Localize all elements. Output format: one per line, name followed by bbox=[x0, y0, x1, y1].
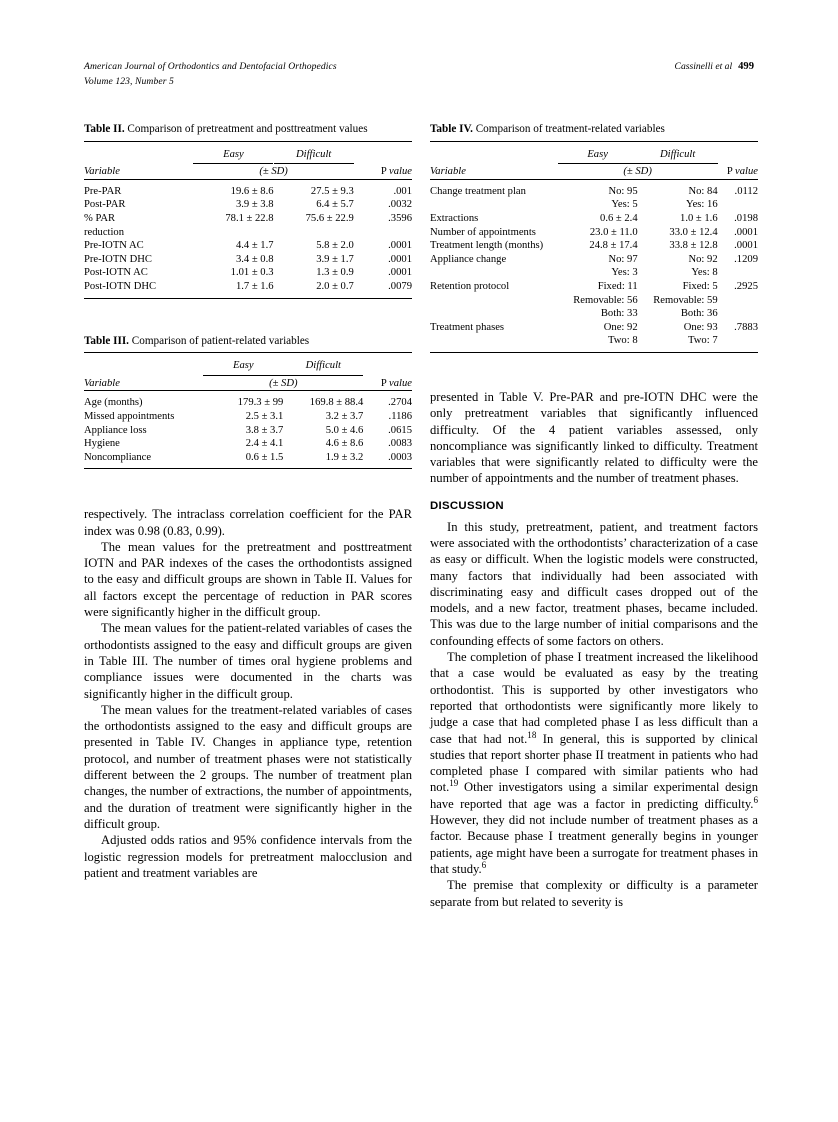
row-difficult-value: 1.3 ± 0.9 bbox=[316, 267, 354, 279]
table-4-header-sd: (± SD) bbox=[623, 166, 652, 178]
table-row bbox=[84, 212, 412, 226]
row-easy-value: 78.1 ± 22.8 bbox=[225, 212, 274, 224]
table-row bbox=[84, 396, 412, 410]
row-p-value: .1186 bbox=[388, 410, 412, 422]
table-3-number: Table III. bbox=[84, 334, 129, 347]
paragraph: The mean values for the treatment-related variables of cases the orthodontists assigned to the easy and difficult groups are presented in Table IV. Changes in appliance type, retention protocol, and number of treatment phases were not statistically different between the 2 groups. The number of treatment plan changes, the number of extractions, the number of appointments, and the duration of treatment were significantly higher in the difficult group. bbox=[84, 702, 412, 831]
paragraph: The mean values for the patient-related variables of cases the orthodontists assigned to the easy and difficult groups are given in Table III. The number of times oral hygiene problems and compliance issues were documented in the charts was significantly higher in the difficult group. bbox=[84, 621, 412, 701]
row-easy-value: One: 92 bbox=[603, 321, 638, 333]
paragraph-premise-complexity: The premise that complexity or difficulty is a parameter separate from but related to severity is bbox=[430, 878, 758, 909]
row-variable: Pre-PAR bbox=[84, 185, 122, 197]
row-difficult-value: 2.0 ± 0.7 bbox=[316, 280, 354, 292]
row-difficult-value: 33.0 ± 12.4 bbox=[669, 226, 718, 238]
row-variable: Retention protocol bbox=[430, 280, 510, 292]
row-variable: Noncompliance bbox=[84, 451, 152, 463]
row-p-value: .001 bbox=[393, 185, 412, 197]
row-p-value: .0001 bbox=[388, 240, 412, 252]
table-row bbox=[430, 198, 758, 212]
table-2-bottom-rule bbox=[84, 297, 412, 299]
row-difficult-value: 3.2 ± 3.7 bbox=[325, 410, 364, 422]
row-easy-value: Yes: 5 bbox=[611, 199, 638, 211]
table-2-header-pvalue: P value bbox=[380, 166, 412, 178]
table-row bbox=[84, 266, 412, 280]
table-4-block bbox=[430, 122, 758, 353]
row-p-value: .0083 bbox=[388, 438, 412, 450]
row-variable: Change treatment plan bbox=[430, 185, 526, 197]
table-2-group-header bbox=[84, 148, 412, 166]
paragraph-table-v-results: presented in Table V. Pre-PAR and pre-IOTN DHC were the only pretreatment variables that significantly influenced difficulty. Of the 4 patient variables assessed, only noncompliance was significantly linked to difficulty. Treatment variables that were significantly related to difficulty were the number of appointments and the number of treatment phases. bbox=[430, 389, 758, 486]
table-4 bbox=[430, 141, 758, 353]
authors-line: Cassinelli et al bbox=[674, 61, 733, 72]
row-p-value: .1209 bbox=[734, 253, 758, 265]
row-variable: reduction bbox=[84, 226, 125, 238]
row-easy-value: Yes: 3 bbox=[611, 267, 638, 279]
row-variable: Pre-IOTN DHC bbox=[84, 253, 152, 265]
row-difficult-value: 1.9 ± 3.2 bbox=[325, 451, 364, 463]
row-easy-value: 4.4 ± 1.7 bbox=[235, 240, 274, 252]
paragraph: The mean values for the pretreatment and posttreatment IOTN and PAR indexes of the cases the orthodontists assigned to the easy and difficult groups are shown in Table II. Values for all factors except the percentage of reduction in PAR scores were significantly higher in the difficult group. bbox=[84, 539, 412, 620]
table-2-header-difficult: Difficult bbox=[274, 148, 354, 166]
row-difficult-value: Both: 36 bbox=[680, 308, 718, 320]
paragraph: In this study, pretreatment, patient, and treatment factors were associated with the orthodontists’ characterization of a case as easy or difficult. When the logistic models were constructed, many factors that individually had been associated with discriminating easy and difficult cases dropped out of the models, and a new factor, treatment phases, became included. This was due to the large number of initial comparisons and the confounding effects of some factors on others. bbox=[430, 519, 758, 648]
table-row bbox=[84, 437, 412, 451]
row-difficult-value: 27.5 ± 9.3 bbox=[310, 185, 354, 197]
table-row bbox=[84, 185, 412, 199]
row-difficult-value: Yes: 16 bbox=[686, 199, 718, 211]
row-easy-value: Both: 33 bbox=[600, 308, 638, 320]
authors-and-page bbox=[675, 60, 754, 75]
row-variable: Pre-IOTN AC bbox=[84, 240, 144, 252]
row-variable bbox=[430, 307, 558, 321]
row-p-value bbox=[718, 294, 758, 308]
left-column bbox=[84, 122, 412, 881]
table-4-header-difficult: Difficult bbox=[638, 148, 718, 166]
reference-6-b: 6 bbox=[481, 859, 487, 870]
row-p-value: .0198 bbox=[734, 212, 758, 224]
table-row bbox=[84, 239, 412, 253]
table-4-title: Comparison of treatment-related variables bbox=[475, 123, 665, 135]
journal-volume-issue: Volume 123, Number 5 bbox=[84, 75, 174, 87]
row-easy-value: 24.8 ± 17.4 bbox=[589, 240, 638, 252]
table-3-body bbox=[84, 396, 412, 464]
row-easy-value: Two: 8 bbox=[608, 335, 638, 347]
row-difficult-value: 3.9 ± 1.7 bbox=[316, 253, 354, 265]
phase1-part2: In general, this is supported by clinical studies that report shorter phase II treatment in patients who had completed phase I compared with similar patients who had not. bbox=[430, 731, 758, 795]
row-easy-value: 23.0 ± 11.0 bbox=[589, 226, 638, 238]
table-4-header-easy: Easy bbox=[558, 148, 638, 166]
row-difficult-value: No: 92 bbox=[688, 253, 718, 265]
table-row bbox=[84, 226, 412, 240]
reference-19: 19 bbox=[449, 778, 459, 789]
row-variable: Treatment length (months) bbox=[430, 240, 544, 252]
row-variable: Post-PAR bbox=[84, 199, 126, 211]
row-p-value: .3596 bbox=[388, 212, 412, 224]
table-row bbox=[430, 280, 758, 294]
table-row bbox=[84, 253, 412, 267]
row-p-value: .0032 bbox=[388, 199, 412, 211]
row-p-value bbox=[718, 307, 758, 321]
phase1-part3: Other investigators using a similar experimental design have reported that age was a factor in predicting difficulty. bbox=[430, 780, 758, 811]
row-difficult-value bbox=[274, 226, 354, 240]
row-p-value: .7883 bbox=[734, 321, 758, 333]
table-row bbox=[430, 266, 758, 280]
row-variable: Extractions bbox=[430, 212, 479, 224]
table-row bbox=[430, 226, 758, 240]
table-row bbox=[430, 321, 758, 335]
table-3-subheader bbox=[84, 377, 412, 391]
table-2-header-sd: (± SD) bbox=[259, 166, 288, 178]
table-3-caption bbox=[84, 334, 412, 349]
row-easy-value: 1.01 ± 0.3 bbox=[230, 267, 274, 279]
table-row bbox=[430, 239, 758, 253]
row-variable: Appliance change bbox=[430, 253, 507, 265]
table-3-title: Comparison of patient-related variables bbox=[131, 334, 310, 347]
table-2-subheader bbox=[84, 165, 412, 179]
table-row bbox=[430, 212, 758, 226]
row-variable: Treatment phases bbox=[430, 321, 505, 333]
table-4-header-pvalue: P value bbox=[726, 166, 758, 178]
table-4-bottom-rule bbox=[430, 351, 758, 353]
table-4-header-variable: Variable bbox=[430, 166, 466, 178]
row-easy-value: No: 97 bbox=[608, 253, 638, 265]
table-row bbox=[430, 307, 758, 321]
table-3-header-variable: Variable bbox=[84, 377, 120, 389]
table-row bbox=[84, 198, 412, 212]
row-variable: Missed appointments bbox=[84, 410, 175, 422]
row-easy-value bbox=[193, 226, 273, 240]
row-difficult-value: Two: 7 bbox=[688, 335, 718, 347]
table-4-body bbox=[430, 185, 758, 348]
row-variable bbox=[430, 294, 558, 308]
row-difficult-value: Yes: 8 bbox=[691, 267, 718, 279]
row-variable bbox=[430, 334, 558, 348]
table-2-caption bbox=[84, 122, 412, 137]
row-easy-value: No: 95 bbox=[608, 185, 638, 197]
table-3-group-header bbox=[84, 359, 412, 377]
table-3-header-sd: (± SD) bbox=[269, 377, 298, 389]
row-p-value: .0112 bbox=[734, 185, 758, 197]
row-difficult-value: No: 84 bbox=[688, 185, 718, 197]
row-p-value: .0001 bbox=[734, 226, 758, 238]
row-easy-value: 2.5 ± 3.1 bbox=[245, 410, 284, 422]
row-variable: Number of appointments bbox=[430, 226, 536, 238]
row-easy-value: 2.4 ± 4.1 bbox=[245, 438, 284, 450]
journal-title-block bbox=[84, 60, 337, 89]
row-easy-value: 3.8 ± 3.7 bbox=[245, 424, 284, 436]
row-variable bbox=[430, 198, 558, 212]
row-p-value: .0001 bbox=[388, 253, 412, 265]
row-p-value: .2704 bbox=[388, 397, 412, 409]
table-3-header-pvalue: P value bbox=[380, 377, 412, 389]
row-easy-value: 19.6 ± 8.6 bbox=[230, 185, 274, 197]
paragraph: Adjusted odds ratios and 95% confidence intervals from the logistic regression models for pretreatment malocclusion and patient and treatment variables are bbox=[84, 833, 412, 880]
row-difficult-value: 1.0 ± 1.6 bbox=[680, 212, 718, 224]
reference-6-a: 6 bbox=[753, 794, 758, 805]
discussion-paragraphs bbox=[430, 519, 758, 649]
row-variable: Hygiene bbox=[84, 438, 120, 450]
table-row bbox=[84, 280, 412, 294]
row-p-value: .0615 bbox=[388, 424, 412, 436]
row-easy-value: 3.9 ± 3.8 bbox=[235, 199, 274, 211]
row-p-value: .0001 bbox=[388, 267, 412, 279]
row-p-value: .2925 bbox=[734, 280, 758, 292]
row-difficult-value: 75.6 ± 22.9 bbox=[305, 212, 354, 224]
table-4-group-header bbox=[430, 148, 758, 166]
table-4-number: Table IV. bbox=[430, 123, 473, 135]
row-difficult-value: 6.4 ± 5.7 bbox=[316, 199, 354, 211]
row-difficult-value: 5.0 ± 4.6 bbox=[325, 424, 364, 436]
row-p-value bbox=[718, 198, 758, 212]
paragraph-phase-one bbox=[430, 649, 758, 877]
table-2-number: Table II. bbox=[84, 123, 125, 135]
table-3-block bbox=[84, 334, 412, 470]
row-p-value: .0001 bbox=[734, 240, 758, 252]
page-number: 499 bbox=[738, 61, 754, 72]
row-easy-value: 3.4 ± 0.8 bbox=[235, 253, 274, 265]
row-difficult-value: 169.8 ± 88.4 bbox=[309, 397, 364, 409]
table-3-bottom-rule bbox=[84, 467, 412, 469]
row-variable: Age (months) bbox=[84, 397, 143, 409]
table-row bbox=[430, 185, 758, 199]
table-row bbox=[430, 253, 758, 267]
row-easy-value: 0.6 ± 2.4 bbox=[600, 212, 638, 224]
row-easy-value: Fixed: 11 bbox=[597, 280, 638, 292]
table-2-header-variable: Variable bbox=[84, 166, 120, 178]
table-2-body bbox=[84, 185, 412, 294]
row-variable: Post-IOTN AC bbox=[84, 267, 148, 279]
right-column bbox=[430, 122, 758, 910]
paragraph: respectively. The intraclass correlation coefficient for the PAR index was 0.98 (0.83, 0.99). bbox=[84, 507, 412, 538]
table-row bbox=[84, 451, 412, 465]
row-p-value: .0079 bbox=[388, 280, 412, 292]
row-difficult-value: 5.8 ± 2.0 bbox=[316, 240, 354, 252]
row-difficult-value: 33.8 ± 12.8 bbox=[669, 240, 718, 252]
row-difficult-value: One: 93 bbox=[683, 321, 718, 333]
running-head bbox=[84, 60, 754, 89]
table-4-caption bbox=[430, 122, 758, 137]
row-easy-value: 1.7 ± 1.6 bbox=[235, 280, 274, 292]
journal-name: American Journal of Orthodontics and Dentofacial Orthopedics bbox=[84, 61, 337, 72]
table-2-title: Comparison of pretreatment and posttreatment values bbox=[127, 123, 368, 135]
table-3-header-difficult: Difficult bbox=[283, 359, 363, 377]
right-column-text bbox=[430, 389, 758, 910]
table-4-subheader bbox=[430, 165, 758, 179]
row-variable: Appliance loss bbox=[84, 424, 147, 436]
row-p-value: .0003 bbox=[388, 451, 412, 463]
table-3-header-easy: Easy bbox=[203, 359, 283, 377]
table-2-block bbox=[84, 122, 412, 299]
phase1-part4: However, they did not include number of treatment phases as a factor. Because phase I treatment generally begins in younger patients, age might have been a surrogate for treatment phases in that study. bbox=[430, 813, 758, 876]
row-p-value bbox=[718, 266, 758, 280]
row-difficult-value: Fixed: 5 bbox=[682, 280, 718, 292]
row-easy-value: Removable: 56 bbox=[573, 294, 638, 306]
table-row bbox=[84, 410, 412, 424]
row-difficult-value: 4.6 ± 8.6 bbox=[325, 438, 364, 450]
row-p-value bbox=[354, 226, 412, 240]
row-variable: % PAR bbox=[84, 212, 116, 224]
row-p-value bbox=[718, 334, 758, 348]
left-column-text bbox=[84, 506, 412, 881]
table-row bbox=[430, 334, 758, 348]
row-easy-value: 179.3 ± 99 bbox=[237, 397, 284, 409]
table-2 bbox=[84, 141, 412, 299]
phase1-part1: The completion of phase I treatment increased the likelihood that a case would be evaluated as easy by the treating orthodontist. This is supported by other investigators who reported that orthodontists were significantly more likely to judge a case that had completed phase I as less difficult than a case that had not. bbox=[430, 650, 758, 746]
table-2-header-easy: Easy bbox=[193, 148, 273, 166]
table-row bbox=[84, 424, 412, 438]
reference-18: 18 bbox=[527, 729, 537, 740]
section-heading-discussion: DISCUSSION bbox=[430, 499, 504, 512]
table-row bbox=[430, 294, 758, 308]
row-difficult-value: Removable: 59 bbox=[653, 294, 718, 306]
row-variable: Post-IOTN DHC bbox=[84, 280, 157, 292]
table-3 bbox=[84, 352, 412, 469]
row-easy-value: 0.6 ± 1.5 bbox=[245, 451, 284, 463]
row-variable bbox=[430, 266, 558, 280]
